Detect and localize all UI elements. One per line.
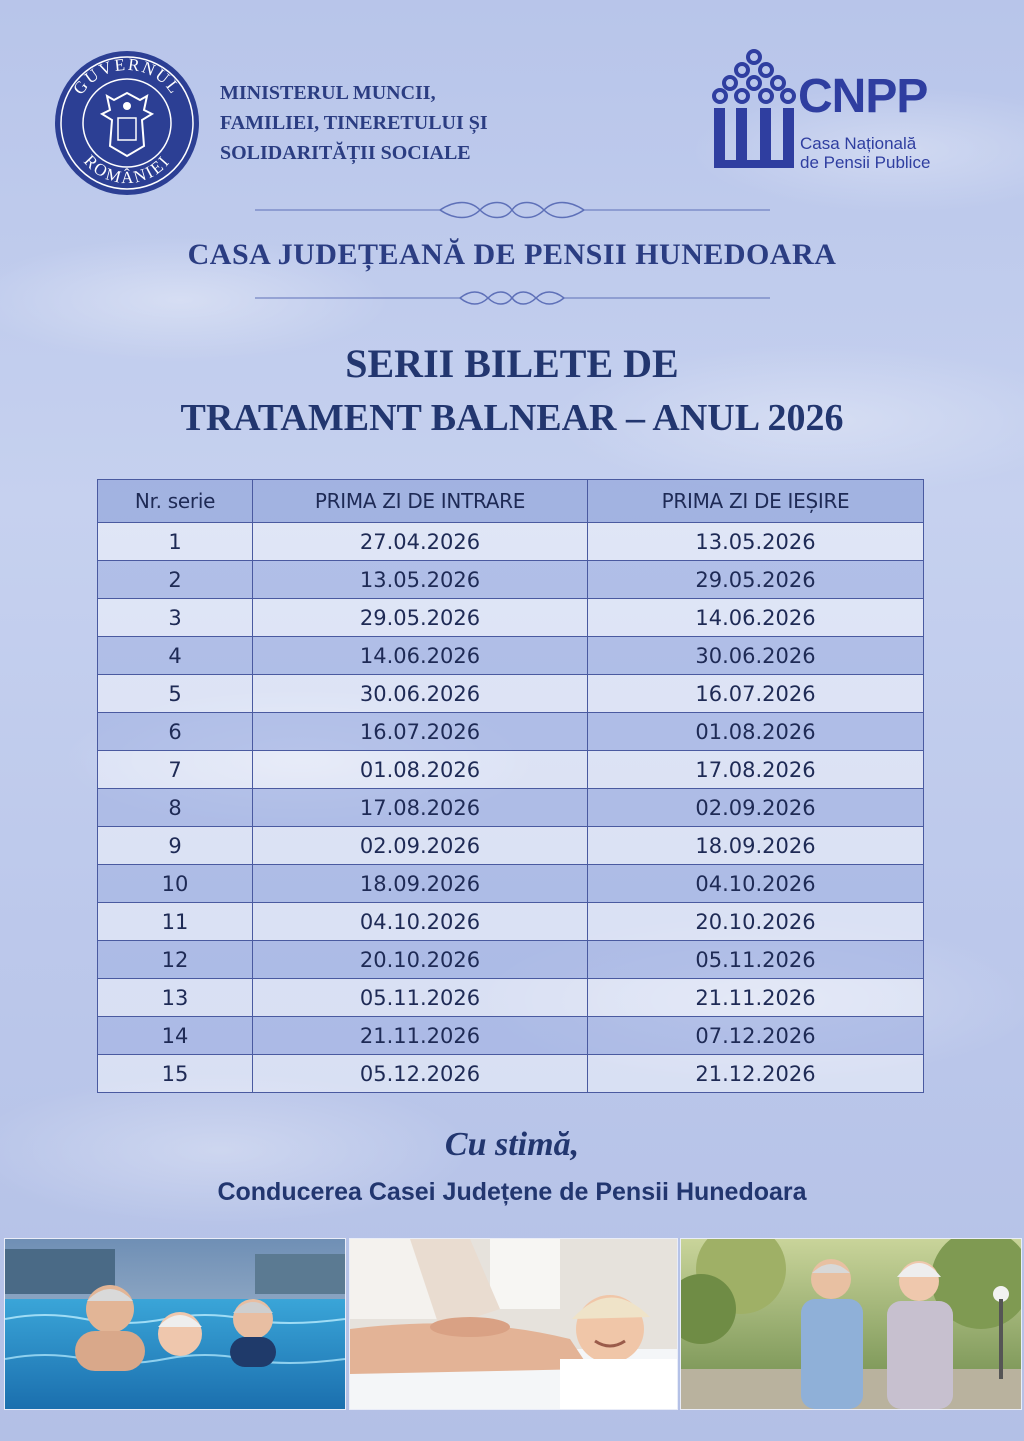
government-seal-icon: [52, 48, 202, 198]
series-number-cell: 5: [98, 675, 253, 713]
table-row: [98, 941, 924, 979]
entry-date-cell: 05.11.2026: [253, 979, 588, 1017]
exit-date-cell: 21.11.2026: [588, 979, 924, 1017]
series-number-cell: 12: [98, 941, 253, 979]
exit-date-cell: 30.06.2026: [588, 637, 924, 675]
entry-date-cell: 29.05.2026: [253, 599, 588, 637]
entry-date-cell: 30.06.2026: [253, 675, 588, 713]
table-row: [98, 979, 924, 1017]
cnpp-subtitle-line-2: de Pensii Publice: [800, 153, 931, 172]
ministry-line-3: SOLIDARITĂȚII SOCIALE: [220, 142, 471, 164]
signature-line: Conducerea Casei Județene de Pensii Hunedoara: [217, 1178, 807, 1206]
exit-date-cell: 14.06.2026: [588, 599, 924, 637]
column-header-series: Nr. serie: [98, 480, 253, 523]
ornament-divider-bottom: [0, 286, 1024, 310]
entry-date-cell: 21.11.2026: [253, 1017, 588, 1055]
table-row: [98, 751, 924, 789]
column-header-exit-date: PRIMA ZI DE IEȘIRE: [588, 480, 924, 523]
table-row: [98, 599, 924, 637]
series-number-cell: 1: [98, 523, 253, 561]
entry-date-cell: 16.07.2026: [253, 713, 588, 751]
entry-date-cell: 18.09.2026: [253, 865, 588, 903]
table-row: [98, 789, 924, 827]
table-body: [98, 523, 924, 1093]
exit-date-cell: 13.05.2026: [588, 523, 924, 561]
exit-date-cell: 21.12.2026: [588, 1055, 924, 1093]
exit-date-cell: 02.09.2026: [588, 789, 924, 827]
series-number-cell: 13: [98, 979, 253, 1017]
exit-date-cell: 20.10.2026: [588, 903, 924, 941]
column-header-entry-date: PRIMA ZI DE INTRARE: [253, 480, 588, 523]
cnpp-subtitle-line-1: Casa Națională: [800, 134, 917, 153]
series-number-cell: 8: [98, 789, 253, 827]
ornament-divider-top: [0, 198, 1024, 222]
exit-date-cell: 18.09.2026: [588, 827, 924, 865]
cnpp-subtitle: [800, 134, 930, 172]
series-number-cell: 11: [98, 903, 253, 941]
series-number-cell: 9: [98, 827, 253, 865]
table-header-row: [98, 480, 924, 523]
series-number-cell: 15: [98, 1055, 253, 1093]
exit-date-cell: 04.10.2026: [588, 865, 924, 903]
series-number-cell: 4: [98, 637, 253, 675]
institution-name: CASA JUDEȚEANĂ DE PENSII HUNEDOARA: [187, 238, 837, 271]
series-number-cell: 10: [98, 865, 253, 903]
series-number-cell: 3: [98, 599, 253, 637]
table-row: [98, 561, 924, 599]
entry-date-cell: 17.08.2026: [253, 789, 588, 827]
table-row: [98, 637, 924, 675]
photo-seniors-in-park: [680, 1238, 1022, 1410]
exit-date-cell: 01.08.2026: [588, 713, 924, 751]
photo-massage-therapy: [349, 1238, 678, 1410]
series-number-cell: 2: [98, 561, 253, 599]
series-number-cell: 6: [98, 713, 253, 751]
exit-date-cell: 29.05.2026: [588, 561, 924, 599]
ministry-line-1: MINISTERUL MUNCII,: [220, 82, 436, 104]
cnpp-logo-icon: [712, 48, 796, 170]
closing-greeting: Cu stimă,: [444, 1126, 580, 1163]
table-row: [98, 865, 924, 903]
entry-date-cell: 02.09.2026: [253, 827, 588, 865]
ministry-line-2: FAMILIEI, TINERETULUI ȘI: [220, 112, 488, 134]
title-line-2: TRATAMENT BALNEAR – ANUL 2026: [180, 397, 844, 439]
entry-date-cell: 05.12.2026: [253, 1055, 588, 1093]
entry-date-cell: 27.04.2026: [253, 523, 588, 561]
table-row: [98, 1017, 924, 1055]
entry-date-cell: 01.08.2026: [253, 751, 588, 789]
exit-date-cell: 05.11.2026: [588, 941, 924, 979]
seal-text-bottom: ROMÂNIEI: [80, 151, 174, 188]
entry-date-cell: 04.10.2026: [253, 903, 588, 941]
entry-date-cell: 20.10.2026: [253, 941, 588, 979]
ministry-name: [220, 78, 540, 168]
exit-date-cell: 16.07.2026: [588, 675, 924, 713]
table-row: [98, 675, 924, 713]
table-row: [98, 827, 924, 865]
entry-date-cell: 13.05.2026: [253, 561, 588, 599]
photo-seniors-in-pool: [4, 1238, 346, 1410]
table-row: [98, 903, 924, 941]
series-number-cell: 7: [98, 751, 253, 789]
table-row: [98, 523, 924, 561]
seal-text-top: GUVERNUL: [69, 54, 185, 99]
table-row: [98, 713, 924, 751]
table-row: [98, 1055, 924, 1093]
series-table: [97, 479, 924, 1093]
exit-date-cell: 07.12.2026: [588, 1017, 924, 1055]
series-number-cell: 14: [98, 1017, 253, 1055]
title-line-1: SERII BILETE DE: [345, 341, 679, 386]
entry-date-cell: 14.06.2026: [253, 637, 588, 675]
exit-date-cell: 17.08.2026: [588, 751, 924, 789]
cnpp-brand-name: CNPP: [798, 70, 928, 123]
